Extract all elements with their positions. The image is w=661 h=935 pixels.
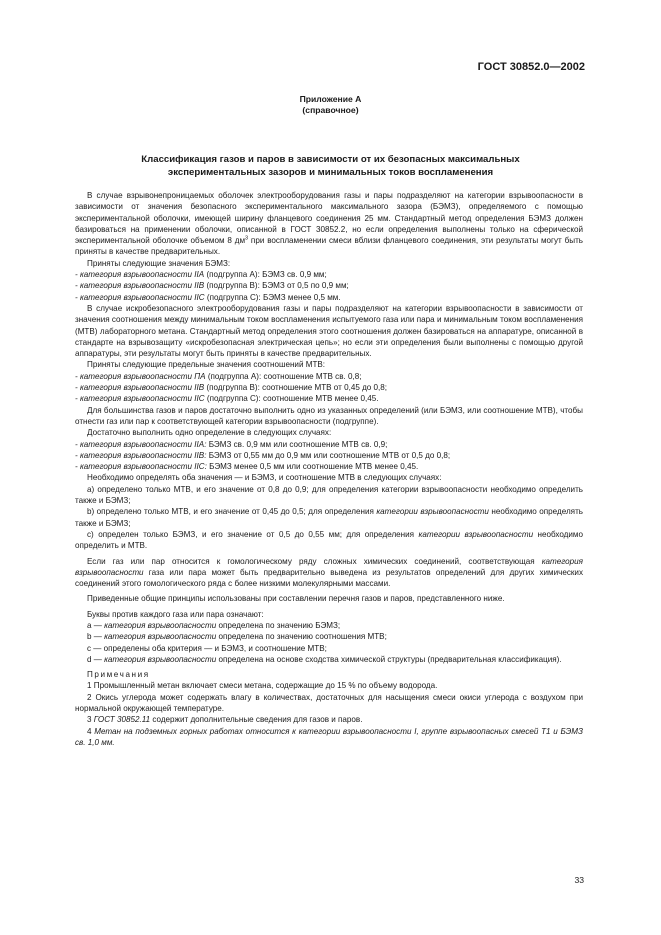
appendix-heading (0, 94, 661, 116)
appendix-title: Приложение А (299, 94, 362, 104)
mtv-item: - категория взрывоопасности ПА (подгруппа А): соотношение МТВ св. 0,8; (75, 371, 362, 381)
paragraph-homologous: Если газ или пар относится к гомологическому ряду сложных химических соединений, соответствующая категория взрывоопасности газа или пара может быть предварительно выведена из результатов определений для других химических соединений этого гомологического ряда с более низкими молекулярными массами. (75, 556, 583, 589)
page-number: 33 (574, 875, 584, 885)
letters-intro: Буквы против каждого газа или пара означают: (87, 609, 264, 619)
bemz-item: - категория взрывоопасности IIC (подгруппа С): БЭМЗ менее 0,5 мм. (75, 292, 341, 302)
appendix-subtitle: (справочное) (302, 105, 359, 115)
bemz-item: - категория взрывоопасности IIB (подгруппа В): БЭМЗ от 0,5 по 0,9 мм; (75, 281, 349, 291)
letter-c: с — определены оба критерия — и БЭМЗ, и соотношение МТВ; (87, 643, 327, 653)
both-case-a: а) определено только МТВ, и его значение от 0,8 до 0,9; для определения категории взрывоопасности необходимо определить также и БЭМЗ; (75, 484, 583, 506)
note-1: 1 Промышленный метан включает смеси метана, содержащие до 15 % по объему водорода. (87, 681, 438, 691)
paragraph-bemz-definition: В случае взрывонепроницаемых оболочек электрооборудования газы и пары подразделяют на категории взрывоопасности в зависимости от значения безопасного экспериментального максимального зазора (БЭМЗ), определяемого с помощью экспериментальной оболочки, имеющей ширину фланцевого соединения 25 мм. Стандартный метод определения БЭМЗ должен базироваться на применении оболочки, описанной в ГОСТ 30852.2, но если определения выполнены только на сферической экспериментальной оболочке объемом 8 $дм^3$ при воспламенении смеси вблизи фланцевого соединения, эти результаты могут быть приняты в качестве предварительных. (75, 191, 583, 257)
bemz-item: - категория взрывоопасности IIA (подгруппа А): БЭМЗ св. 0,9 мм; (75, 270, 327, 280)
both-case-b: b) определено только МТВ, и его значение от 0,45 до 0,5; для определения категории взрывоопасности необходимо определять также и БЭМЗ; (75, 507, 583, 528)
single-item: - категория взрывоопасности IIB: БЭМЗ от 0,55 мм до 0,9 мм или соотношение МТВ от 0,5 до 0,8; (75, 450, 451, 460)
mtv-item: - категория взрывоопасности IIB (подгруппа В): соотношение МТВ от 0,45 до 0,8; (75, 383, 388, 393)
mtv-intro: Приняты следующие предельные значения соотношений МТВ: (87, 360, 326, 370)
both-case-c: с) определен только БЭМЗ, и его значение от 0,5 до 0,55 мм; для определения категории взрывоопасности необходимо определить и МТВ. (75, 529, 583, 551)
letter-b: b — категория взрывоопасности определена по значению соотношения МТВ; (87, 632, 387, 642)
body-text (75, 190, 583, 748)
section-title-line1: Классификация газов и паров в зависимости от их безопасных максимальных (141, 154, 520, 165)
letter-a: а — категория взрывоопасности определена по значению БЭМЗ; (87, 620, 341, 630)
superscript: 3 (245, 235, 249, 242)
single-item: - категория взрывоопасности IIC: БЭМЗ менее 0,5 мм или соотношение МТВ менее 0,45. (75, 462, 419, 472)
paragraph-mtv-definition: В случае искробезопасного электрооборудования газы и пары подразделяют на категории взрывоопасности в зависимости от значения соотношения между минимальным током воспламенения испытуемого газа или пара и минимальным током воспламенения (МТВ) лабораторного метана. Стандартный метод определения этого соотношения должен базироваться на аппаратуре, описанной в стандарте на взрывозащиту «искробезопасная электрическая цепь»; но если эти определения были выполнены с помощью другой аппаратуры, эти результаты могут быть приняты в качестве предварительных. (75, 303, 583, 359)
mtv-item: - категория взрывоопасности IIC (подгруппа С): соотношение МТВ менее 0,45. (75, 394, 379, 404)
note-4: 4 Метан на подземных горных работах относится к категории взрывоопасности I, группе взрывоопасных смесей Т1 и БЭМЗ св. 1,0 мм. (75, 726, 583, 747)
section-title-line2: экспериментальных зазоров и минимальных токов воспламенения (167, 166, 494, 178)
single-item: - категория взрывоопасности IIA: БЭМЗ св. 0,9 мм или соотношение МТВ св. 0,9; (75, 439, 388, 449)
single-intro: Достаточно выполнить одно определение в следующих случаях: (87, 428, 332, 438)
both-intro: Необходимо определять оба значения — и БЭМЗ, и соотношение МТВ в следующих случаях: (87, 473, 442, 483)
section-title (70, 154, 591, 179)
note-2: 2 Окись углерода может содержать влагу в количествах, достаточных для насыщения смеси окиси углерода с воздухом при нормальной окружающей температуре. (75, 692, 583, 714)
paragraph-one-determination: Для большинства газов и паров достаточно выполнить одно из указанных определений (или БЭМЗ, или соотношение МТВ), чтобы отнести газ или пар к соответствующей категории взрывоопасности (подгруппе). (75, 405, 583, 426)
paragraph-principles: Приведенные общие принципы использованы при составлении перечня газов и паров, представленного ниже. (87, 594, 505, 604)
bemz-intro: Приняты следующие значения БЭМЗ: (87, 258, 231, 268)
letter-d: d — категория взрывоопасности определена на основе сходства химической структуры (предварительная классификация). (87, 654, 562, 664)
note-3: 3 ГОСТ 30852.11 содержит дополнительные сведения для газов и паров. (87, 715, 363, 725)
notes-heading: Примечания (87, 670, 150, 680)
document-code: ГОСТ 30852.0—2002 (477, 61, 585, 73)
